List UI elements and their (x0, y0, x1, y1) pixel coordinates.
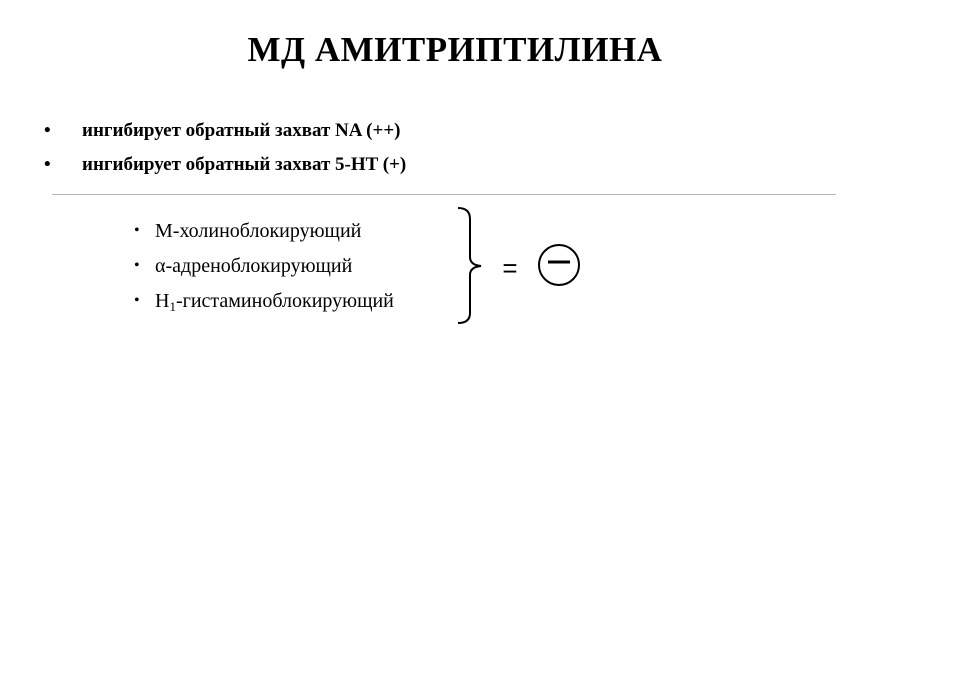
effect-item (134, 213, 394, 248)
main-bullet-list (44, 114, 406, 182)
bullet-marker: • (44, 154, 51, 175)
main-bullet-item (44, 114, 406, 148)
equals-sign: = (502, 253, 518, 283)
bullet-marker: • (134, 257, 140, 274)
bullet-marker: • (134, 292, 140, 309)
main-bullet-text: ингибирует обратный захват NA (++) (82, 120, 401, 141)
bullet-marker: • (44, 120, 51, 141)
divider-line (52, 194, 836, 195)
effect-text: Н (155, 290, 170, 312)
main-bullet-item (44, 148, 406, 182)
effect-item (134, 248, 394, 283)
effect-item (134, 283, 394, 318)
effect-text: М-холиноблокирующий (155, 220, 362, 242)
right-brace-icon (458, 208, 481, 323)
effect-text-suffix: -гистаминоблокирующий (175, 290, 394, 312)
effects-bullet-list (134, 213, 394, 318)
minus-circle-icon (539, 245, 579, 285)
right-brace-result (455, 205, 595, 327)
effect-subscript: 1 (169, 299, 176, 314)
bullet-marker: • (134, 222, 140, 239)
main-bullet-text: ингибирует обратный захват 5-HT (+) (82, 154, 407, 175)
slide-title: МД АМИТРИПТИЛИНА (247, 30, 663, 69)
effect-text: α-адреноблокирующий (155, 255, 353, 277)
